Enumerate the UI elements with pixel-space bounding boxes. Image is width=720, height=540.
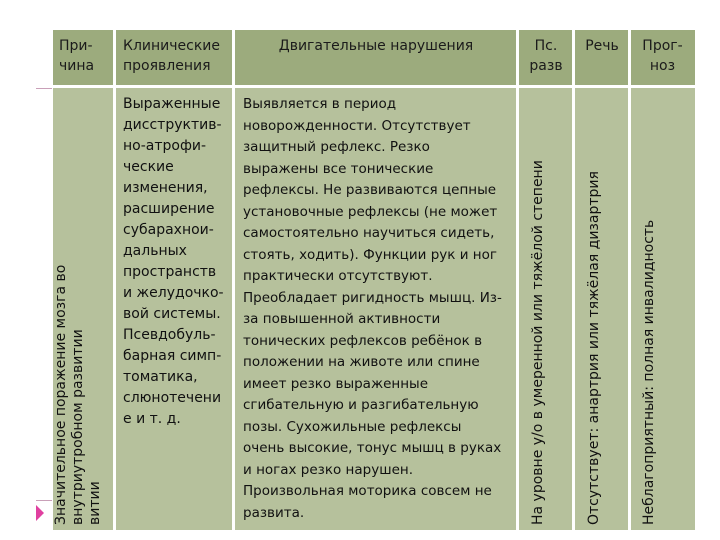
cause-cell: Значительное поражение мозга во внутриутробном развитии витии — [53, 264, 103, 525]
header-prognosis: Прог- ноз — [630, 30, 695, 85]
motor-cell: Выявляется в период новорожденности. Отсутствует защитный рефлекс. Резко выражены все тонические рефлексы. Не развиваются цепные установочные рефлексы (не может самостоятельно научиться сидеть, стоять, ходить). Функции рук и ног практически отсутствуют. Преобладает ригидность мышц. Из- за повышенной активности тонических рефлексов ребёнок в положении на животе или спине имеет резко выраженные сгибательную и разгибательную позы. Сухожильные рефлексы очень высокие, тонус мышц в руках и ногах резко нарушен. Произвольная моторика совсем не развита. — [243, 96, 502, 521]
speech-cell: Отсутствует: анартрия или тяжёлая дизартрия — [586, 171, 602, 525]
left-tick-mark — [36, 500, 52, 501]
column-divider — [628, 30, 631, 530]
column-divider — [516, 30, 519, 530]
header-motor: Двигательные нарушения — [234, 30, 518, 85]
clinical-table — [53, 30, 695, 530]
slide-marker-icon — [36, 505, 44, 521]
column-divider — [232, 30, 235, 530]
clinical-cell: Выраженные дисструктив- но-атрофи- ческие изменения, расширение субарахнои- дальных пространств и желудочко- вой системы. Псевдобуль- барная симп- томатика, слюнотечени е и т. д. — [123, 96, 224, 427]
header-clinical: Клинические проявления — [115, 30, 234, 85]
prognosis-cell: Неблагоприятный: полная инвалидность — [641, 219, 657, 525]
column-divider — [113, 30, 116, 530]
psych-cell: На уровне у/о в умеренной или тяжёлой степени — [530, 160, 546, 525]
header-psych: Пс. разв — [518, 30, 574, 85]
header-cause: При- чина — [53, 30, 115, 85]
header-divider — [53, 85, 695, 88]
column-divider — [572, 30, 575, 530]
header-speech: Речь — [574, 30, 630, 85]
left-tick-mark — [36, 88, 52, 89]
